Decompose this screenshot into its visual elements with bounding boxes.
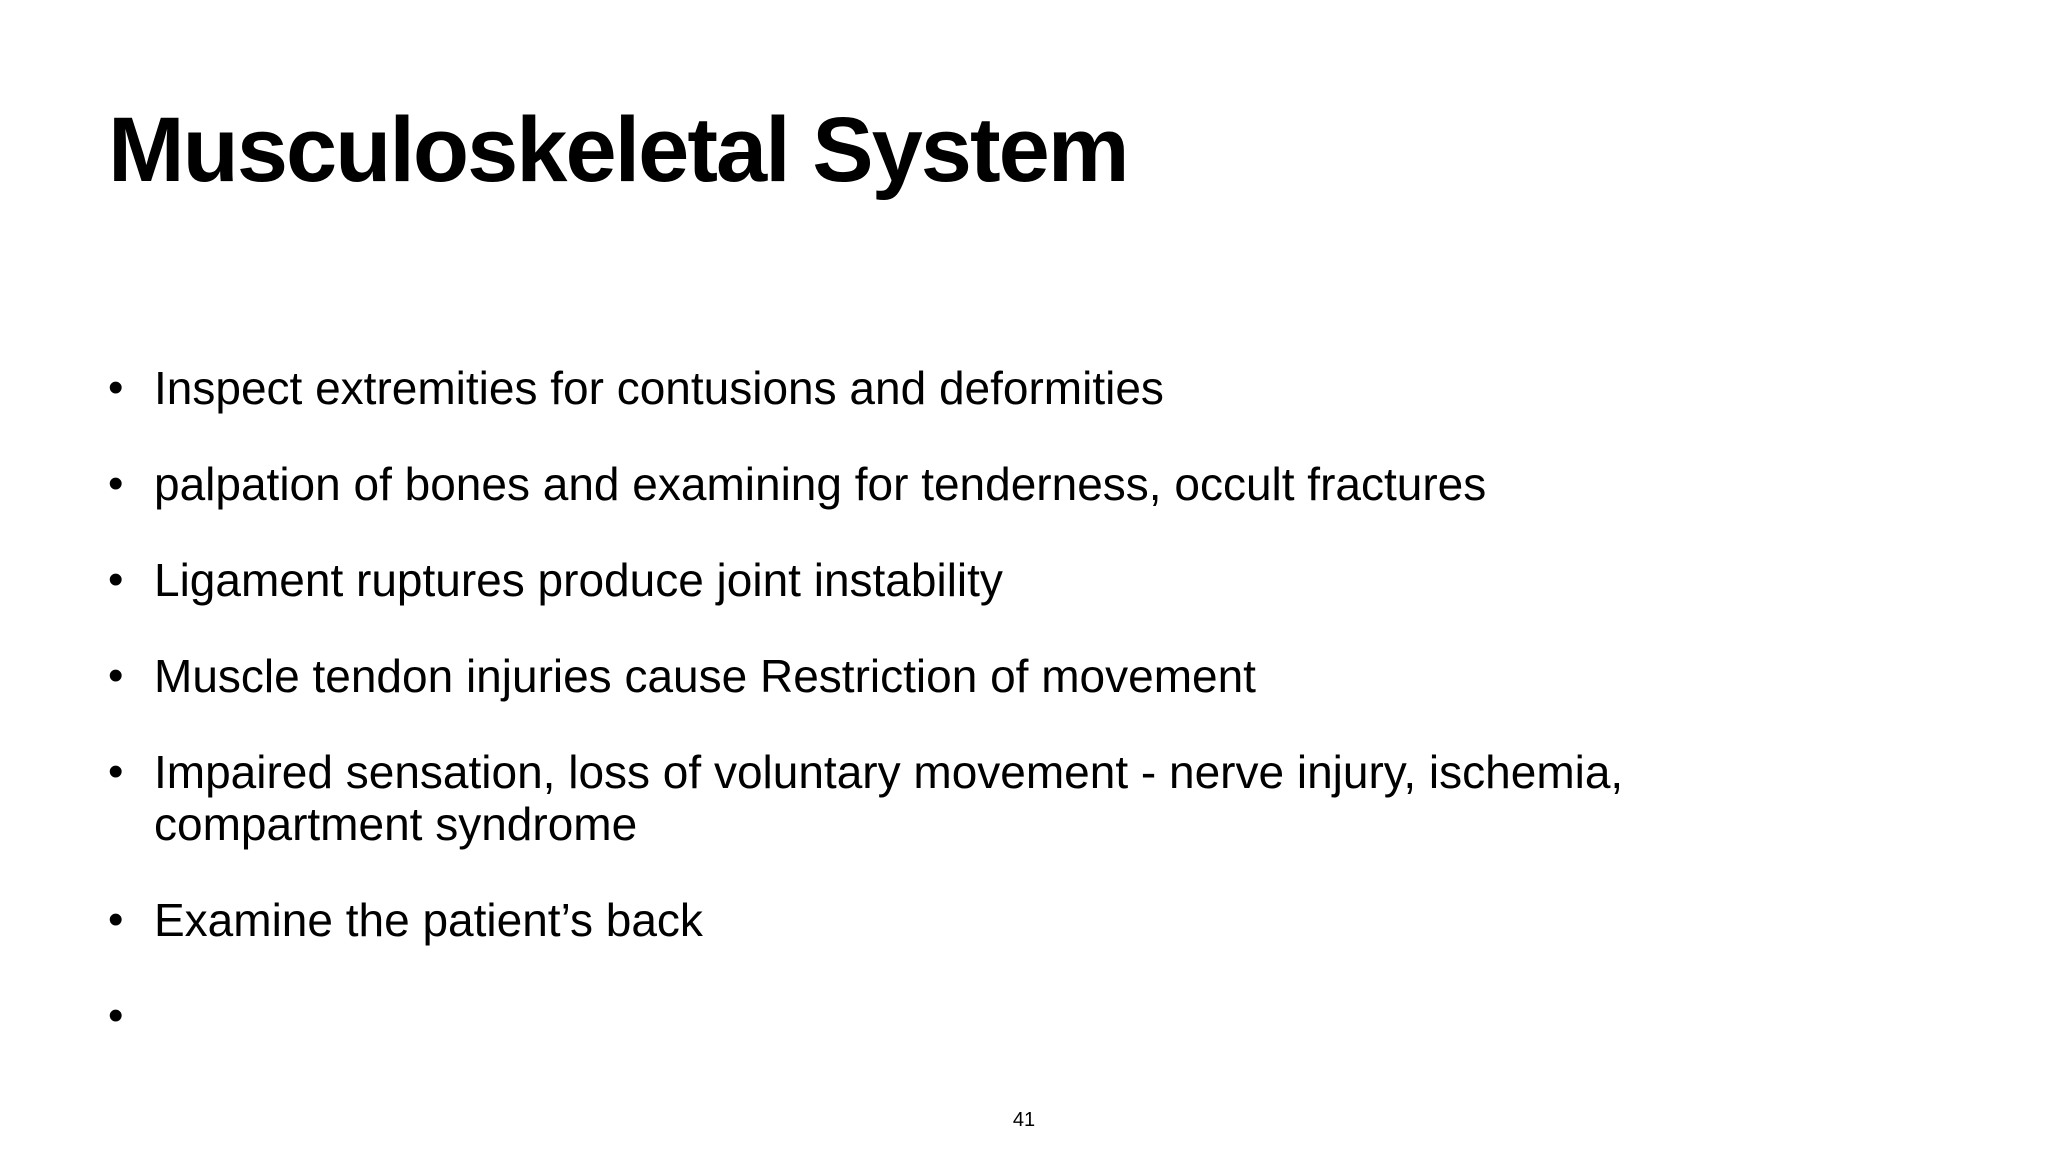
bullet-text: Inspect extremities for contusions and deformities: [154, 362, 1164, 414]
bullet-text: Examine the patient’s back: [154, 894, 703, 946]
bullet-item: [108, 554, 1788, 606]
bullet-text: Muscle tendon injuries cause Restriction of movement: [154, 650, 1256, 702]
bullet-item: [108, 458, 1788, 510]
bullet-dot-icon: •: [108, 747, 124, 796]
bullet-list: [108, 362, 1788, 1042]
bullet-item: [108, 362, 1788, 414]
bullet-dot-icon: •: [108, 555, 124, 604]
bullet-item: [108, 746, 1788, 850]
page-number: 41: [1012, 1109, 1036, 1131]
slide-title: Musculoskeletal System: [108, 99, 1128, 201]
bullet-item: [108, 894, 1788, 946]
bullet-text: Ligament ruptures produce joint instability: [154, 554, 1003, 606]
bullet-dot-icon: •: [108, 651, 124, 700]
bullet-item: [108, 650, 1788, 702]
bullet-text: Impaired sensation, loss of voluntary movement - nerve injury, ischemia, compartment syndrome: [154, 746, 1624, 850]
bullet-text: palpation of bones and examining for tenderness, occult fractures: [154, 458, 1487, 510]
bullet-dot-icon: •: [108, 991, 124, 1040]
bullet-item: [108, 990, 1788, 1042]
bullet-dot-icon: •: [108, 363, 124, 412]
bullet-dot-icon: •: [108, 459, 124, 508]
bullet-dot-icon: •: [108, 895, 124, 944]
